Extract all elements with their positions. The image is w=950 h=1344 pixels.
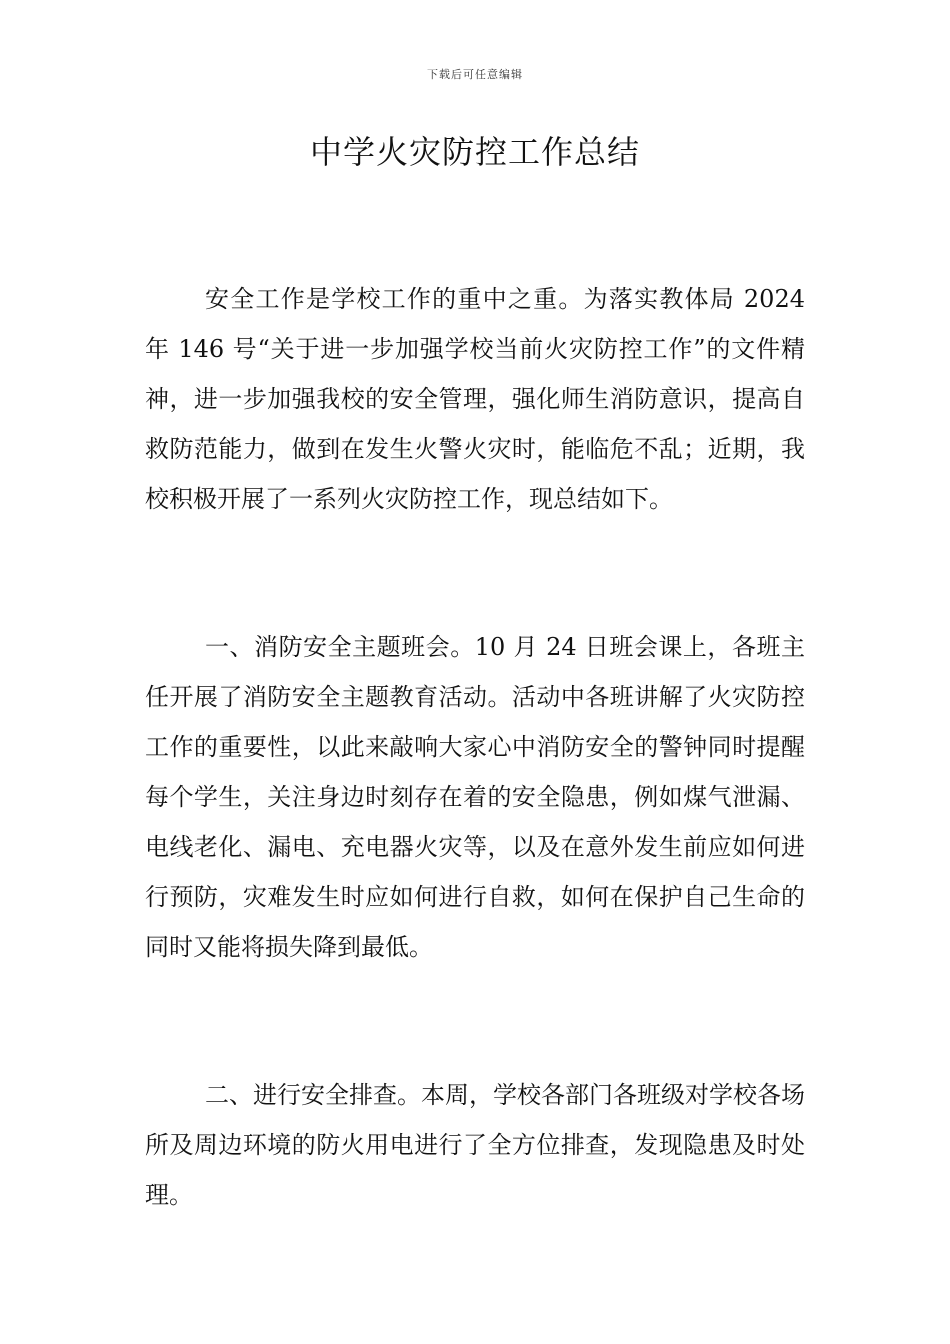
- header-note: 下载后可任意编辑: [427, 68, 523, 81]
- document-title: 中学火灾防控工作总结: [309, 133, 640, 171]
- paragraph-intro: 安全工作是学校工作的重中之重。为落实教体局 2024 年 146 号“关于进一步加强学校当前火灾防控工作”的文件精神，进一步加强我校的安全管理，强化师生消防意识，提高自救防范能力，做到在发生火警火灾时，能临危不乱；近期，我校积极开展了一系列火灾防控工作，现总结如下。: [145, 285, 805, 513]
- paragraph-section-2: 二、进行安全排查。本周，学校各部门各班级对学校各场所及周边环境的防火用电进行了全方位排查，发现隐患及时处理。: [145, 1081, 805, 1209]
- paragraph-section-1: 一、消防安全主题班会。10 月 24 日班会课上，各班主任开展了消防安全主题教育活动。活动中各班讲解了火灾防控工作的重要性，以此来敲响大家心中消防安全的警钟同时提醒每个学生，关注身边时刻存在着的安全隐患，例如煤气泄漏、电线老化、漏电、充电器火灾等，以及在意外发生前应如何进行预防，灾难发生时应如何进行自救，如何在保护自己生命的同时又能将损失降到最低。: [145, 633, 805, 961]
